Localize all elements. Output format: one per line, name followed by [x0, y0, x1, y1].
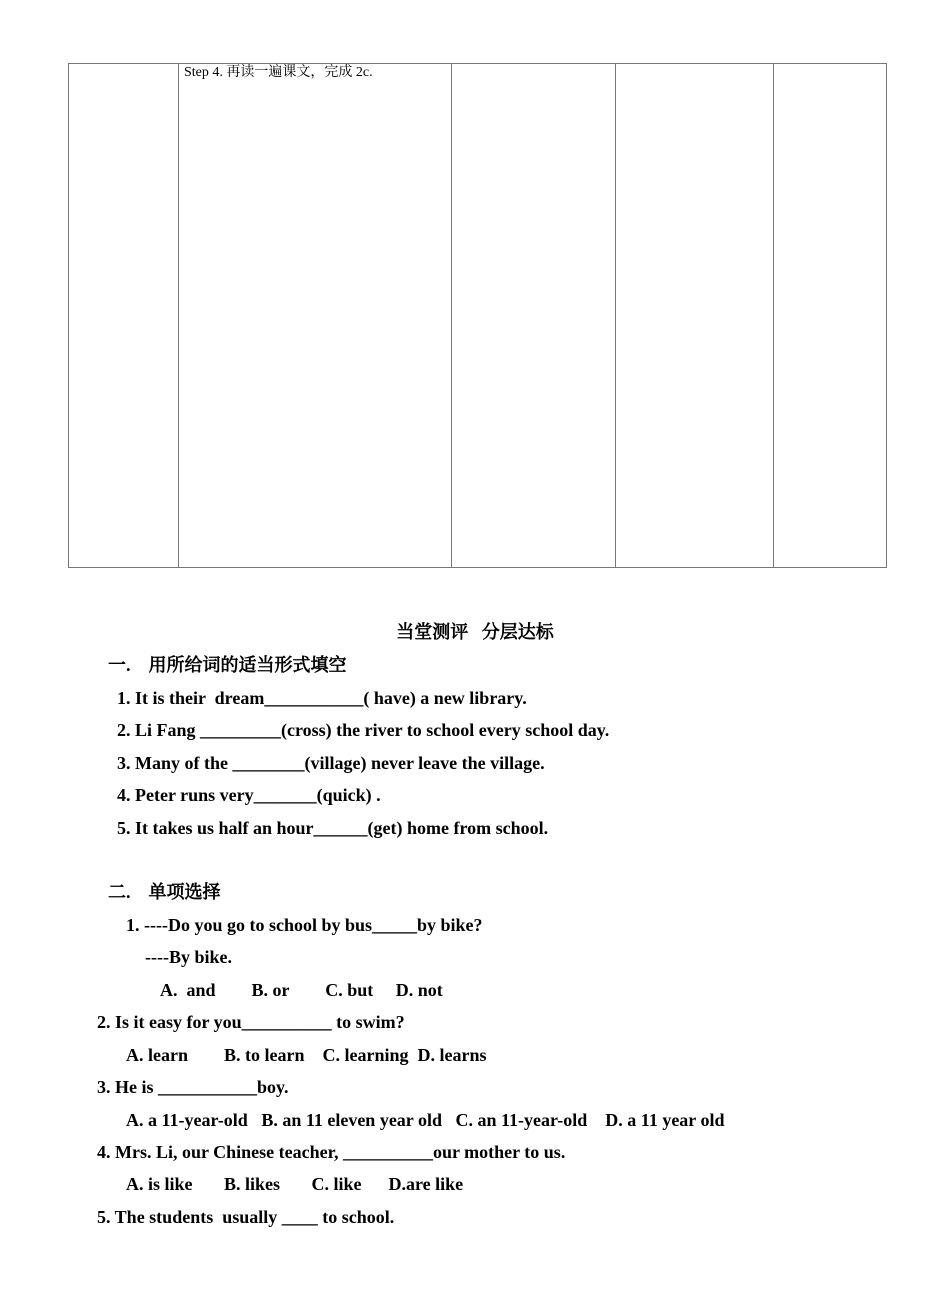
section-title: 当堂测评 分层达标: [396, 622, 554, 642]
part1-item: 4. Peter runs very_______(quick) .: [117, 785, 381, 805]
question-1: 1. ----Do you go to school by bus_____by bike?: [126, 915, 483, 935]
table-column-divider: [178, 64, 179, 567]
part1-heading: 一. 用所给词的适当形式填空: [108, 655, 347, 675]
question-1-options: A. and B. or C. but D. not: [160, 980, 443, 1000]
part1-item: 1. It is their dream___________( have) a new library.: [117, 688, 527, 708]
question-2-options: A. learn B. to learn C. learning D. learns: [126, 1045, 487, 1065]
table-column-divider: [773, 64, 774, 567]
table-column-divider: [451, 64, 452, 567]
question-2: 2. Is it easy for you__________ to swim?: [97, 1012, 405, 1032]
question-5: 5. The students usually ____ to school.: [97, 1207, 395, 1227]
step-4-text: Step 4. 再读一遍课文，完成 2c.: [184, 65, 373, 80]
part1-item: 2. Li Fang _________(cross) the river to school every school day.: [117, 720, 610, 740]
question-4-options: A. is like B. likes C. like D.are like: [126, 1174, 464, 1194]
part1-item: 3. Many of the ________(village) never leave the village.: [117, 753, 545, 773]
lesson-table: [68, 63, 887, 568]
question-1-answer: ----By bike.: [145, 947, 232, 967]
part1-item: 5. It takes us half an hour______(get) home from school.: [117, 818, 549, 838]
question-4: 4. Mrs. Li, our Chinese teacher, __________our mother to us.: [97, 1142, 566, 1162]
question-3-options: A. a 11-year-old B. an 11 eleven year old C. an 11-year-old D. a 11 year old: [126, 1110, 725, 1130]
part2-heading: 二. 单项选择: [108, 882, 221, 902]
table-column-divider: [615, 64, 616, 567]
question-3: 3. He is ___________boy.: [97, 1077, 289, 1097]
